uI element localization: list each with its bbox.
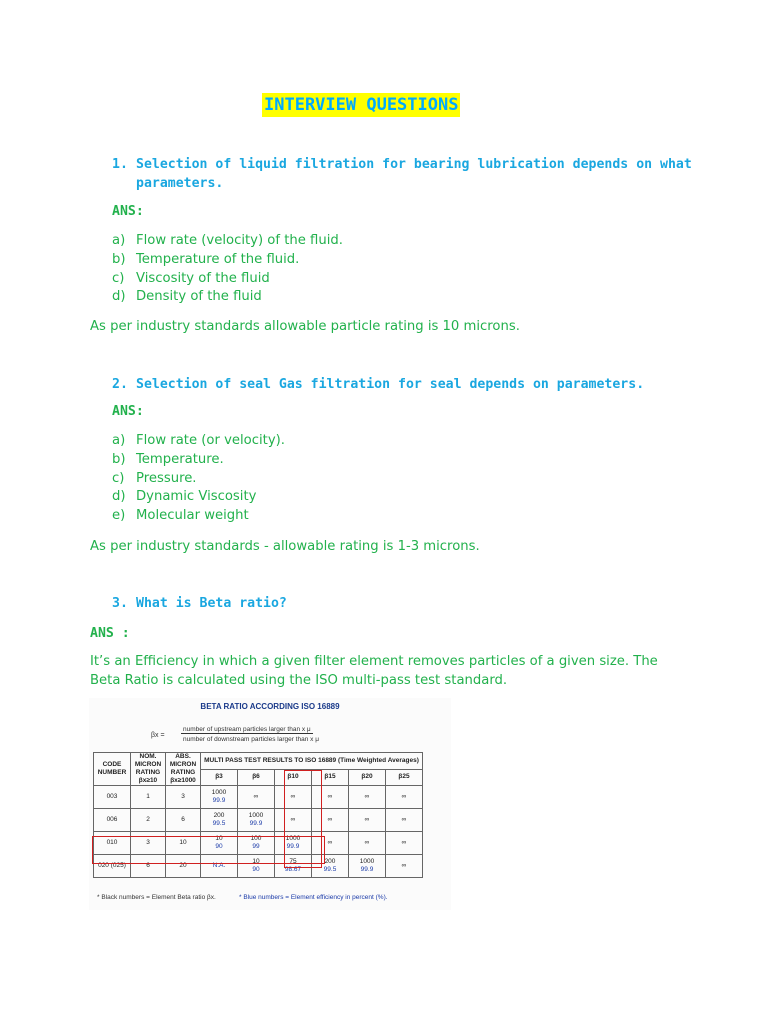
table-row: 006 2 6 200 99.5 1000 99.9 ∞ ∞ ∞ ∞	[94, 809, 423, 832]
beta-value: 200	[213, 812, 225, 819]
table-row: 020 (025) 6 20 N.A. 10 90 75 98.67 200 99.5 1000 99.9 ∞	[94, 855, 423, 878]
beta-ratio-figure	[89, 698, 451, 910]
beta-value: 10	[215, 835, 223, 842]
answer-label: ANS:	[112, 204, 144, 219]
header-beta: β3	[201, 769, 238, 786]
list-item: d) Dynamic Viscosity	[112, 489, 257, 505]
efficiency-value: 99.5	[212, 820, 226, 827]
efficiency-value: 90	[252, 866, 260, 873]
answer-label: ANS:	[112, 404, 144, 419]
answer-label: ANS :	[90, 626, 130, 641]
header-beta: β6	[238, 769, 275, 786]
page-title: INTERVIEW QUESTIONS	[264, 95, 459, 115]
question-1	[112, 155, 692, 193]
beta-symbol: βx =	[151, 732, 165, 739]
efficiency-value: 99	[252, 843, 260, 850]
question-number: 3.	[112, 596, 128, 611]
header-beta: β20	[349, 769, 386, 786]
list-item: c) Pressure.	[112, 470, 197, 486]
table-row: 010 3 10 10 90 100 99 1000 99.9 ∞ ∞ ∞	[94, 832, 423, 855]
answer-list-2	[112, 432, 285, 526]
header-beta: β25	[386, 769, 423, 786]
question-3	[112, 594, 692, 613]
note-3: It’s an Efficiency in which a given filter element removes particles of a given size. The Beta Ratio is calculated using the ISO multi-pass test standard.	[90, 654, 658, 688]
list-item: b) Temperature.	[112, 451, 224, 467]
beta-value: 100	[250, 835, 262, 842]
beta-value: 1000	[211, 789, 227, 796]
beta-value: 75	[289, 858, 297, 865]
header-abs: ABS. MICRON RATING βx≥1000	[166, 753, 201, 786]
header-nom: NOM. MICRON RATING βx≥10	[131, 753, 166, 786]
list-item: d) Density of the fluid	[112, 289, 262, 305]
note-2: As per industry standards - allowable rating is 1-3 microns.	[90, 539, 480, 554]
efficiency-value: 99.5	[323, 866, 337, 873]
list-item: a) Flow rate (velocity) of the fluid.	[112, 233, 343, 248]
beta-value: 1000	[285, 835, 301, 842]
answer-list-1	[112, 232, 343, 307]
list-item: e) Molecular weight	[112, 508, 249, 524]
question-text: Selection of liquid filtration for bearing lubrication depends on what parameters.	[136, 157, 692, 191]
list-item: c) Viscosity of the fluid	[112, 270, 270, 286]
efficiency-value: 99.9	[286, 843, 300, 850]
efficiency-value: 90	[215, 843, 223, 850]
table-header-row	[94, 753, 423, 770]
table-row: 003 1 3 1000 99.9 ∞ ∞ ∞ ∞ ∞	[94, 786, 423, 809]
beta-ratio-table	[93, 752, 423, 878]
beta-value: 200	[324, 858, 336, 865]
question-number: 2.	[112, 377, 128, 392]
header-beta: β10	[275, 769, 312, 786]
efficiency-value: 99.9	[360, 866, 374, 873]
efficiency-value: 99.9	[249, 820, 263, 827]
figure-title: BETA RATIO ACCORDING ISO 16889	[200, 702, 340, 711]
footnote-black: * Black numbers = Element Beta ratio βx.	[97, 894, 216, 901]
list-item: a) Flow rate (or velocity).	[112, 433, 285, 448]
header-multi-pass: MULTI PASS TEST RESULTS TO ISO 16889 (Time Weighted Averages)	[201, 753, 423, 770]
beta-value: 1000	[359, 858, 375, 865]
footnote-blue: * Blue numbers = Element efficiency in percent (%).	[239, 894, 388, 901]
question-text: What is Beta ratio?	[136, 596, 287, 611]
formula-denominator: number of downstream particles larger than x μ	[183, 736, 319, 743]
question-2	[112, 375, 692, 394]
question-text: Selection of seal Gas filtration for seal depends on parameters.	[136, 377, 645, 392]
list-item: b) Temperature of the fluid.	[112, 251, 300, 267]
beta-value: 1000	[248, 812, 264, 819]
efficiency-value: 99.9	[212, 797, 226, 804]
beta-value: 10	[252, 858, 260, 865]
question-number: 1.	[112, 157, 128, 172]
header-beta: β15	[312, 769, 349, 786]
header-code: CODE NUMBER	[94, 753, 131, 786]
efficiency-value: 98.67	[284, 866, 302, 873]
note-1: As per industry standards allowable particle rating is 10 microns.	[90, 319, 520, 334]
formula-numerator: number of upstream particles larger than x μ	[183, 726, 311, 733]
